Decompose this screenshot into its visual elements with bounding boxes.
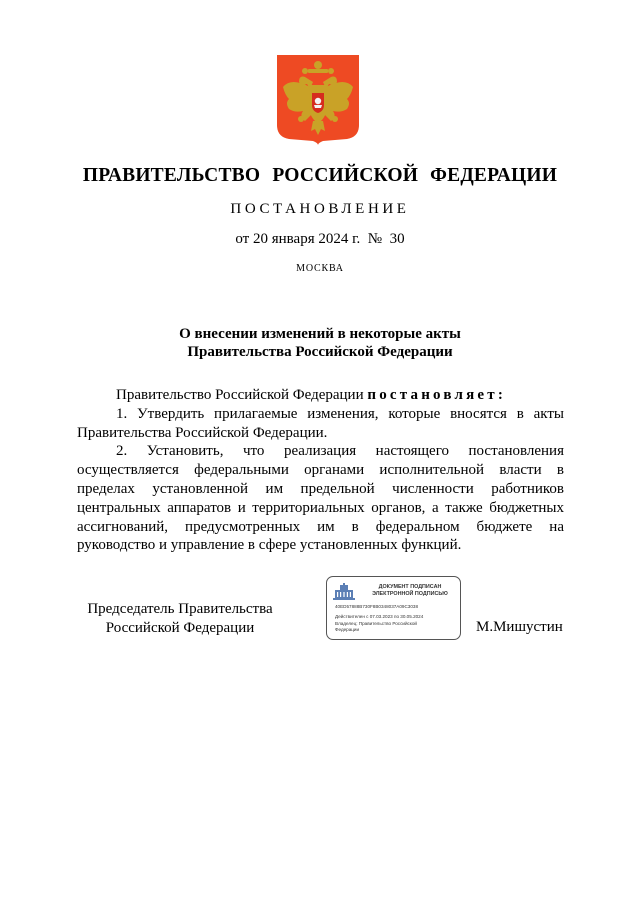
document-date-number: от 20 января 2024 г. № 30 (235, 231, 405, 247)
stamp-certificate: 40ED57888B730F8B0348037A09C3038 (335, 604, 419, 609)
government-title: ПРАВИТЕЛЬСТВО РОССИЙСКОЙ ФЕДЕРАЦИИ (82, 165, 558, 186)
document-type: ПОСТАНОВЛЕНИЕ (230, 201, 410, 217)
coat-of-arms-icon (277, 55, 359, 145)
preamble-text: Правительство Российской Федерации (116, 387, 368, 403)
body-paragraph-2: 2. Установить, что реализация настоящего постановления осуществляется федеральными органами исполнительной власти в пределах установленной им предельной численности работников центральных аппаратов и территориальных органов, а также бюджетных ассигнований, предусмотренных им в федеральном бюджете на руководство и управление в сфере установленных функций. (77, 443, 564, 554)
subject-line: О внесении изменений в некоторые акты (179, 326, 461, 342)
document-city: МОСКВА (296, 263, 344, 274)
stamp-header-line: ДОКУМЕНТ ПОДПИСАН (378, 584, 442, 590)
subject-line: Правительства Российской Федерации (187, 344, 453, 360)
electronic-signature-stamp (326, 576, 461, 640)
document-body (77, 386, 564, 555)
preamble-paragraph (77, 386, 564, 405)
government-building-icon (333, 583, 355, 600)
stamp-header (363, 584, 457, 598)
signer-title (80, 600, 280, 638)
signer-name: М.Мишустин (476, 619, 563, 635)
signer-title-line: Российской Федерации (105, 620, 255, 636)
signer-title-line: Председатель Правительства (87, 601, 273, 617)
decree-word: постановляет: (367, 387, 507, 403)
stamp-header-line: ЭЛЕКТРОННОЙ ПОДПИСЬЮ (372, 591, 448, 597)
body-paragraph-1: 1. Утвердить прилагаемые изменения, которые вносятся в акты Правительства Российской Федерации. (77, 405, 564, 441)
stamp-owner: Федерации (335, 627, 360, 632)
stamp-owner: Владелец: Правительство Российской (335, 621, 417, 626)
stamp-validity: Действителен с 07.03.2023 по 30.05.2024 (335, 614, 424, 619)
document-subject (0, 325, 640, 361)
